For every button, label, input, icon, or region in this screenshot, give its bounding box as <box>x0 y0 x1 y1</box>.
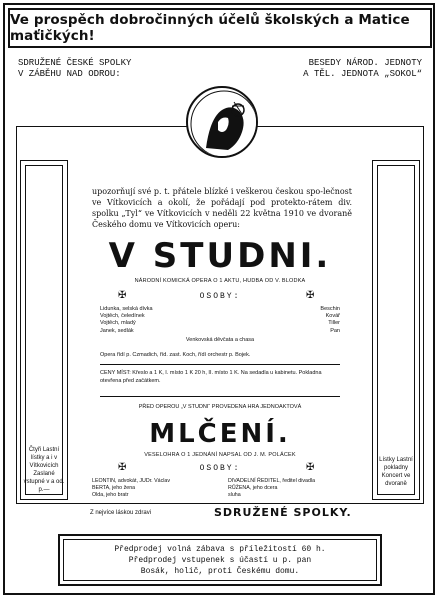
play-cast-list <box>92 478 348 499</box>
sidebar-right-note: Lístky Lastní pokladny Koncert ve dvoraně <box>379 457 413 487</box>
cast-row: Vojtěch, mladý Tiller <box>100 320 340 327</box>
banner-text: Ve prospěch dobročinných účelů školských a Matice maťičkých! <box>10 12 410 44</box>
ornament-mark: ✠ <box>118 290 127 301</box>
opera-cast-list <box>100 306 340 344</box>
corner-left <box>18 58 131 80</box>
play-cast-right: DIVADELNÍ ŘEDITEL, ředitel divadla RŮŽENA, jeho dcera sluha <box>228 478 316 498</box>
corner-left-line1: SDRUŽENÉ ČESKÉ SPOLKY <box>18 58 132 68</box>
medallion-portrait-image <box>186 86 258 158</box>
footer-line3: Bosák, holič, proti Českému domu. <box>140 566 300 576</box>
header-banner <box>8 8 432 48</box>
footer-text <box>114 544 325 577</box>
corner-right-line2: A TĚL. JEDNOTA „SOKOL“ <box>303 69 422 79</box>
corner-right-line1: BESEDY NÁROD. JEDNOTY <box>308 58 422 68</box>
price-note: CENY MÍST: Křeslo a 1 K, I. místo 1 K 20 h, II. místo 1 K. Na sedadla u kabinetu. Pokladna otevřena před začátkem. <box>100 370 322 384</box>
footer-line2: Předprodej vstupenek s účastí u p. pan <box>128 555 312 565</box>
footer-line1: Předprodej volná zábava s příležitostí 60 h. <box>114 544 326 554</box>
cast-row: Janek, sedlák Pan <box>100 327 340 334</box>
ornament-mark: ✠ <box>306 290 315 301</box>
play-subtitle: VESELOHRA O 1 JEDNÁNÍ NAPSAL OD J. M. POLÁCEK <box>144 452 296 458</box>
sidebar-left-note: Čtyři Lastní lístky a i v Vítkovicích Zaslané vstupné v a od. p.— <box>23 447 65 493</box>
corner-right <box>303 58 422 80</box>
conductor-note: Opera řídí p. Czmadich, říd. zast. Koch, řídí orchestr p. Bojek. <box>100 352 251 358</box>
opera-title: V STUDNI. <box>108 236 332 276</box>
divider <box>100 364 340 365</box>
signature-right: SDRUŽENÉ SPOLKY. <box>214 506 352 519</box>
play-title: MLČENÍ. <box>149 419 291 449</box>
preceding-play-note: PŘED OPEROU „V STUDNI“ PROVEDENA HRA JEDNOAKTOVÁ <box>138 404 302 410</box>
opera-cast-heading: OSOBY: <box>199 292 241 301</box>
cast-row: Vojtěch, čeledínek Kovář <box>100 313 340 320</box>
cast-row: Lidunka, selská dívka Beschin <box>100 306 340 312</box>
divider <box>100 396 340 397</box>
play-cast-left: LEONTIN, advokát, JUDr. Václav BERTA, jeho žena Olda, jeho bratr <box>92 478 171 498</box>
footer-box <box>58 534 382 586</box>
corner-left-line2: V ZÁBĚHU NAD ODROU: <box>18 69 121 79</box>
intro-paragraph: upozorňují své p. t. přátele blízké i veškerou českou spo-lečnost ve Vítkovicích a okolí, že pořádají pod protekto-rátem div. spolku „Tyl“ ve Vítkovicích v neděli 22 května 1910 ve dvoraně Českého domu ve Vítkovicích operu: <box>92 187 352 229</box>
opera-subtitle: NÁRODNÍ KOMICKÁ OPERA O 1 AKTU, HUDBA OD V. BLODKA <box>134 278 306 284</box>
scene-note: Venkovská děvčata a chasa <box>185 336 255 343</box>
signature-left: Z nejvíce láskou zdravi <box>90 510 152 516</box>
ornament-mark: ✠ <box>306 462 315 473</box>
ornament-mark: ✠ <box>118 462 127 473</box>
play-cast-heading: OSOBY: <box>199 464 241 473</box>
sidebar-right <box>372 160 420 500</box>
